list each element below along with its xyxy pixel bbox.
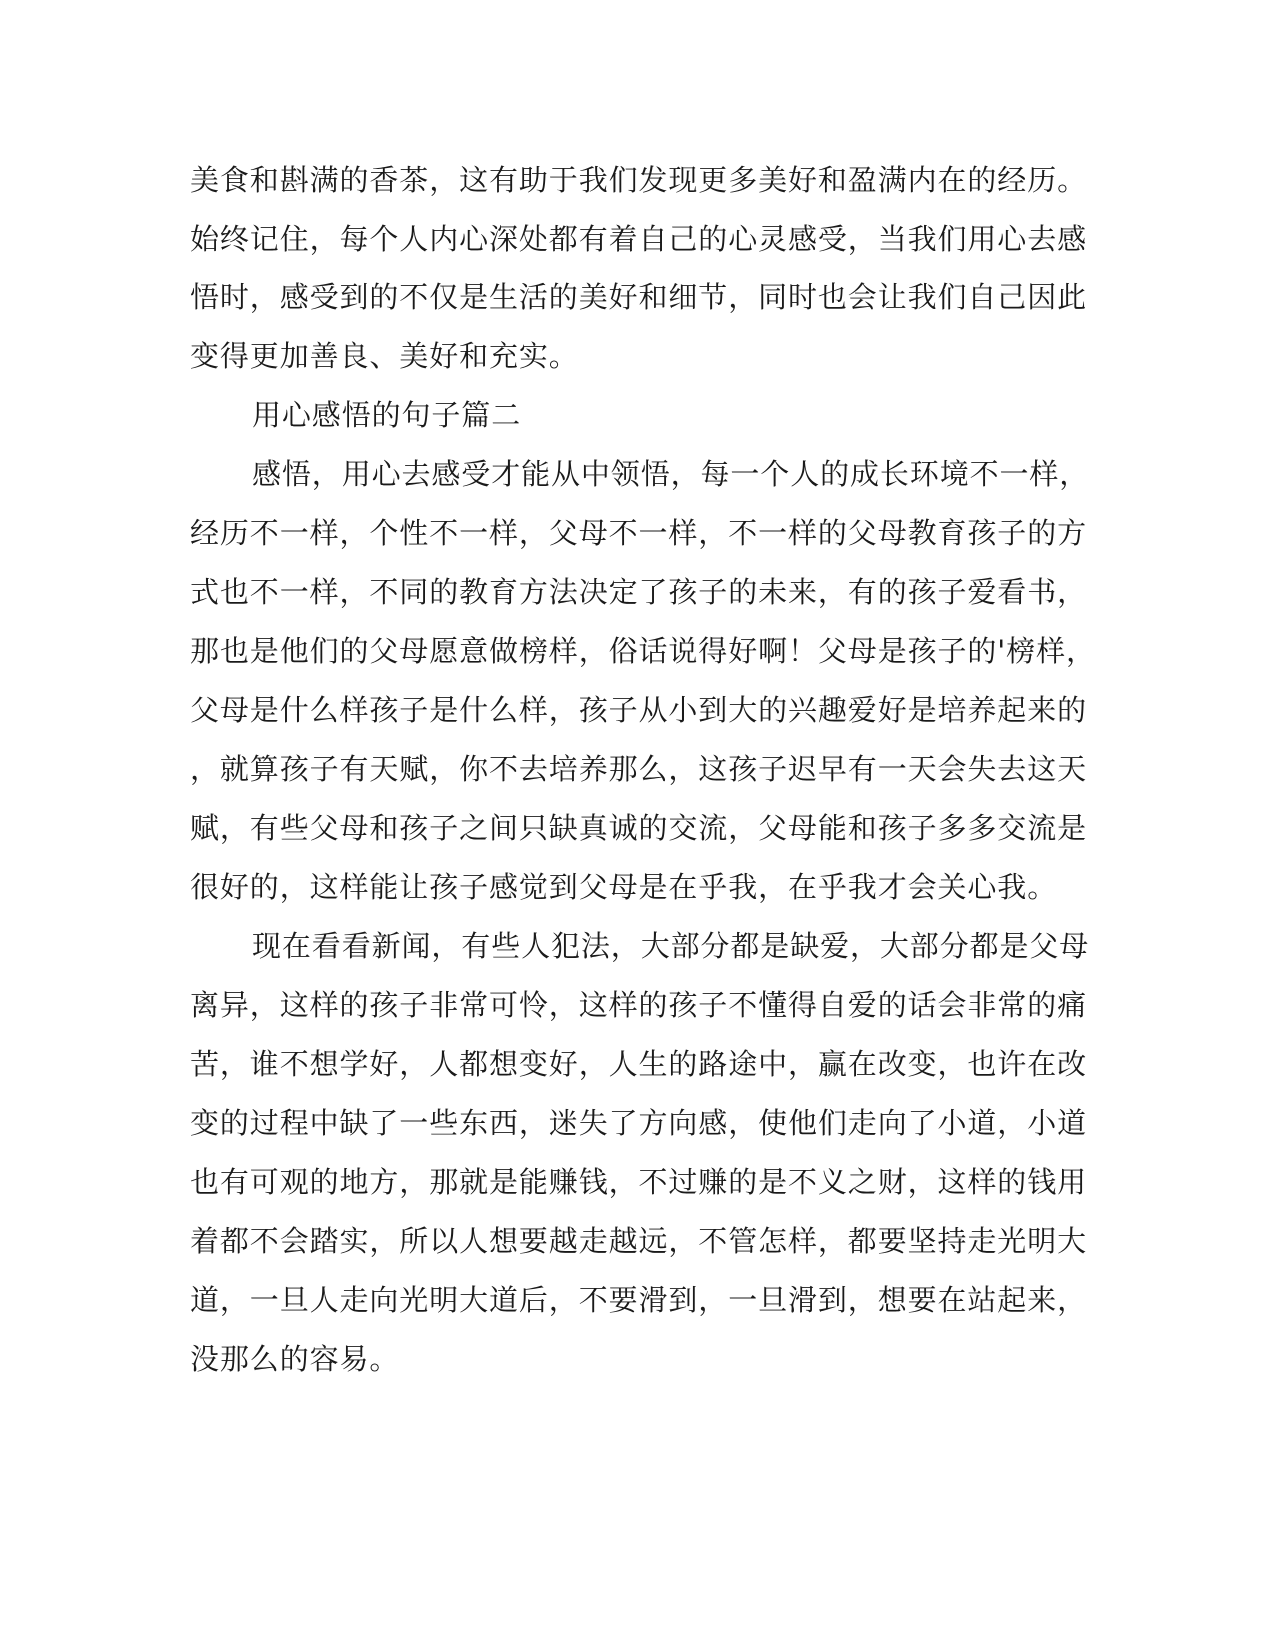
paragraph-line: 苦，谁不想学好，人都想变好，人生的路途中，赢在改变，也许在改 [190,1047,1088,1081]
paragraph-line: 悟时，感受到的不仅是生活的美好和细节，同时也会让我们自己因此 [190,280,1088,314]
paragraph-line: ，就算孩子有天赋，你不去培养那么，这孩子迟早有一天会失去这天 [190,752,1088,786]
paragraph-line: 变得更加善良、美好和充实。 [190,339,579,373]
paragraph-line: 经历不一样，个性不一样，父母不一样，不一样的父母教育孩子的方 [190,516,1088,550]
paragraph-line: 赋，有些父母和孩子之间只缺真诚的交流，父母能和孩子多多交流是 [190,811,1088,845]
paragraph-line: 着都不会踏实，所以人想要越走越远，不管怎样，都要坚持走光明大 [190,1224,1088,1258]
paragraph-line: 也有可观的地方，那就是能赚钱，不过赚的是不义之财，这样的钱用 [190,1165,1088,1199]
paragraph-line: 现在看看新闻，有些人犯法，大部分都是缺爱，大部分都是父母 [252,929,1090,963]
paragraph-line: 变的过程中缺了一些东西，迷失了方向感，使他们走向了小道，小道 [190,1106,1088,1140]
paragraph-line: 始终记住，每个人内心深处都有着自己的心灵感受，当我们用心去感 [190,222,1088,256]
paragraph-line: 道，一旦人走向光明大道后，不要滑到，一旦滑到，想要在站起来， [190,1283,1088,1317]
paragraph-line: 美食和斟满的香茶，这有助于我们发现更多美好和盈满内在的经历。 [190,163,1088,197]
paragraph-line: 很好的，这样能让孩子感觉到父母是在乎我，在乎我才会关心我。 [190,870,1058,904]
paragraph-line: 那也是他们的父母愿意做榜样，俗话说得好啊！父母是孩子的'榜样， [190,634,1096,668]
paragraph-line: 没那么的容易。 [190,1342,400,1376]
section-heading: 用心感悟的句子篇二 [252,398,522,432]
paragraph-line: 感悟，用心去感受才能从中领悟，每一个人的成长环境不一样， [252,457,1090,491]
paragraph-line: 父母是什么样孩子是什么样，孩子从小到大的兴趣爱好是培养起来的 [190,693,1088,727]
paragraph-line: 式也不一样，不同的教育方法决定了孩子的未来，有的孩子爱看书， [190,575,1088,609]
paragraph-line: 离异，这样的孩子非常可怜，这样的孩子不懂得自爱的话会非常的痛 [190,988,1088,1022]
